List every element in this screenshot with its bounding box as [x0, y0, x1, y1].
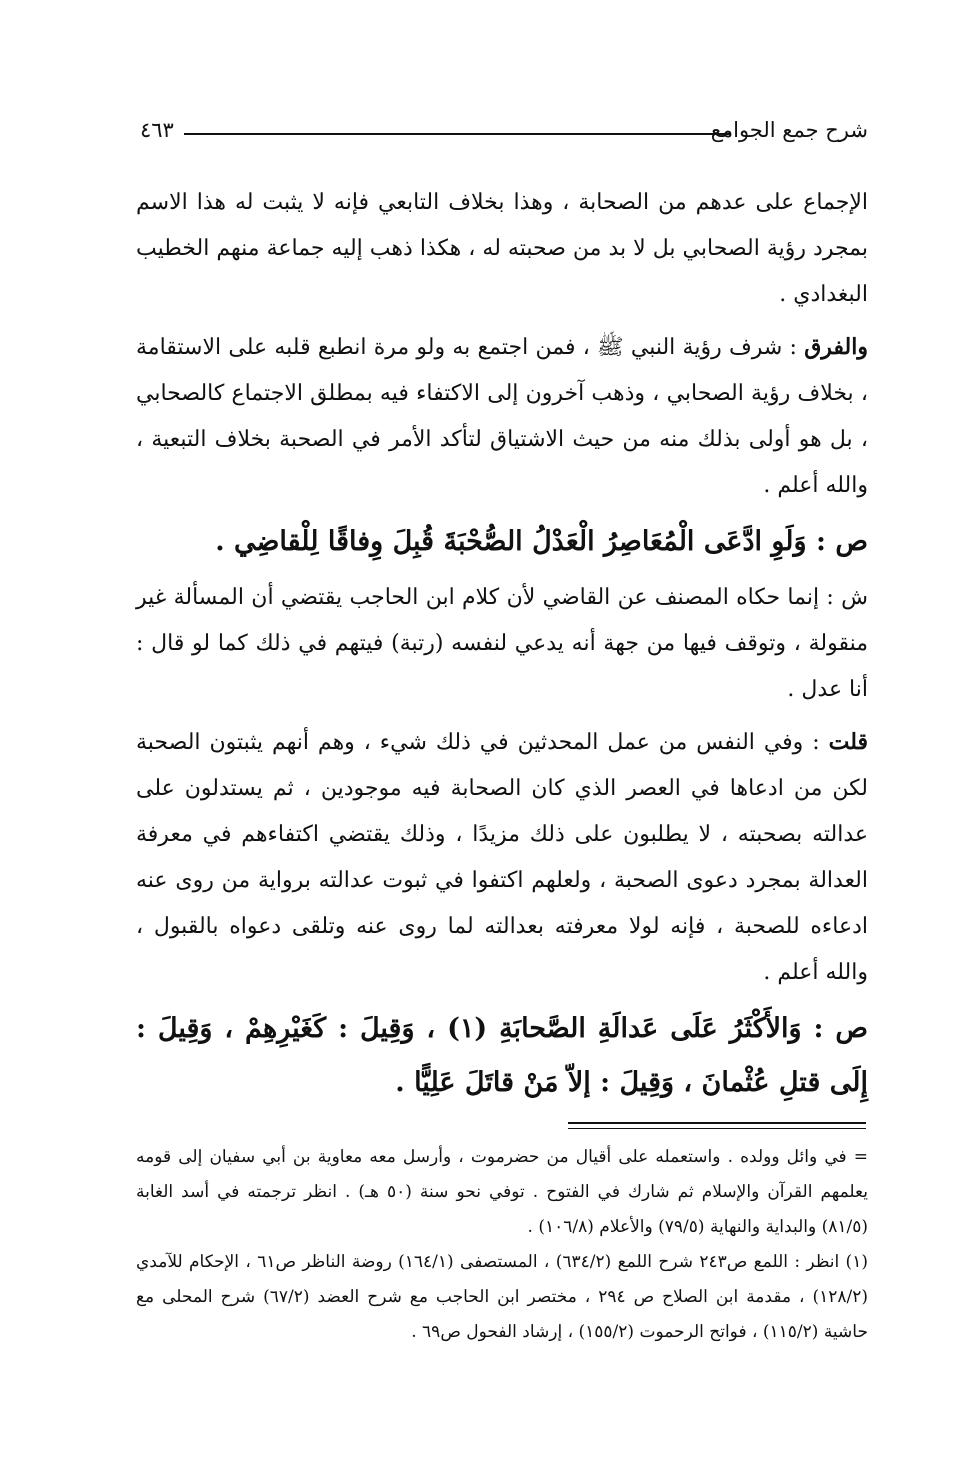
- paragraph-4-text: : وفي النفس من عمل المحدثين في ذلك شيء ، وهم أنهم يثبتون الصحبة لكن من ادعاها في العصر الذي كان الصحابة فيه موجودين ، ثم يستدلون على عدالته بصحبته ، لا يطلبون على ذلك مزيدًا ، وذلك يقتضي اكتفاءهم في معرفة العدالة بمجرد دعوى الصحبة ، ولعلهم اكتفوا في ثبوت عدالته برواية من روى عنه ادعاءه للصحبة ، فإنه لولا معرفته بعدالته لما روى عنه وتلقى دعواه بالقبول ، والله أعلم .: [136, 730, 868, 985]
- footnote-separator: [568, 1122, 866, 1129]
- footnote-1: (١) انظر : اللمع ص٢٤٣ شرح اللمع (٦٣٤/٢) ، المستصفى (١٦٤/١) روضة الناظر ص٦١ ، الإحكام للآمدي (١٢٨/٢) ، مقدمة ابن الصلاح ص ٢٩٤ ، مختصر ابن الحاجب مع شرح العضد (٦٧/٢) شرح المحلى مع حاشية (١١٥/٢) ، فواتح الرحموت (١٥٥/٢) ، إرشاد الفحول ص٦٩ .: [136, 1252, 868, 1342]
- body-text: [136, 180, 868, 1116]
- paragraph-2-text: : شرف رؤية النبي ﷺ ، فمن اجتمع به ولو مرة انطبع قلبه على الاستقامة ، بخلاف رؤية الصحابي ، وذهب آخرون إلى الاكتفاء فيه بمطلق الاجتماع كالصحابي ، بل هو أولى بذلك منه من حيث الاشتياق لتأكد الأمر في الصحبة بخلاف التبعية ، والله أعلم .: [136, 335, 868, 498]
- page-header: [140, 110, 868, 150]
- paragraph-4-lead: قلت: [828, 729, 868, 755]
- matn-2: ص : وَالأَكْثَرُ عَلَى عَدالَةِ الصَّحابَةِ (١) ، وَقِيلَ : كَغَيْرِهِمْ ، وَقِيلَ : إِلَى قتلِ عُثْمانَ ، وَقِيلَ : إلاّ مَنْ قاتَلَ عَلِيًّا .: [136, 1013, 868, 1098]
- footnote-continued: = في وائل وولده . واستعمله على أقيال من حضرموت ، وأرسل معه معاوية بن أبي سفيان إلى قومه يعلمهم القرآن والإسلام ثم شارك في الفتوح . توفي نحو سنة (٥٠ هـ) . انظر ترجمته في أسد الغابة (٨١/٥) والبداية والنهاية (٧٩/٥) والأعلام (١٠٦/٨) .: [136, 1147, 868, 1237]
- paragraph-2-lead: والفرق: [804, 334, 868, 360]
- book-title: شرح جمع الجوامع: [710, 118, 868, 142]
- paragraph-3: ش : إنما حكاه المصنف عن القاضي لأن كلام ابن الحاجب يقتضي أن المسألة غير منقولة ، وتوقف فيها من جهة أنه يدعي لنفسه (رتبة) فيتهم في ذلك كما لو قال : أنا عدل .: [136, 585, 868, 702]
- footnotes: [136, 1140, 868, 1350]
- paragraph-4: [136, 719, 868, 996]
- header-rule: [184, 133, 730, 135]
- paragraph-1: الإجماع على عدهم من الصحابة ، وهذا بخلاف التابعي فإنه لا يثبت له هذا الاسم بمجرد رؤية الصحابي بل لا بد من صحبته له ، هكذا ذهب إليه جماعة منهم الخطيب البغدادي .: [136, 190, 868, 307]
- matn-1: ص : وَلَوِ ادَّعَى الْمُعَاصِرُ الْعَدْلُ الصُّحْبَةَ قُبِلَ وِفاقًا لِلْقاضِي .: [215, 526, 868, 557]
- page-number: ٤٦٣: [140, 118, 174, 142]
- paragraph-2: [136, 324, 868, 509]
